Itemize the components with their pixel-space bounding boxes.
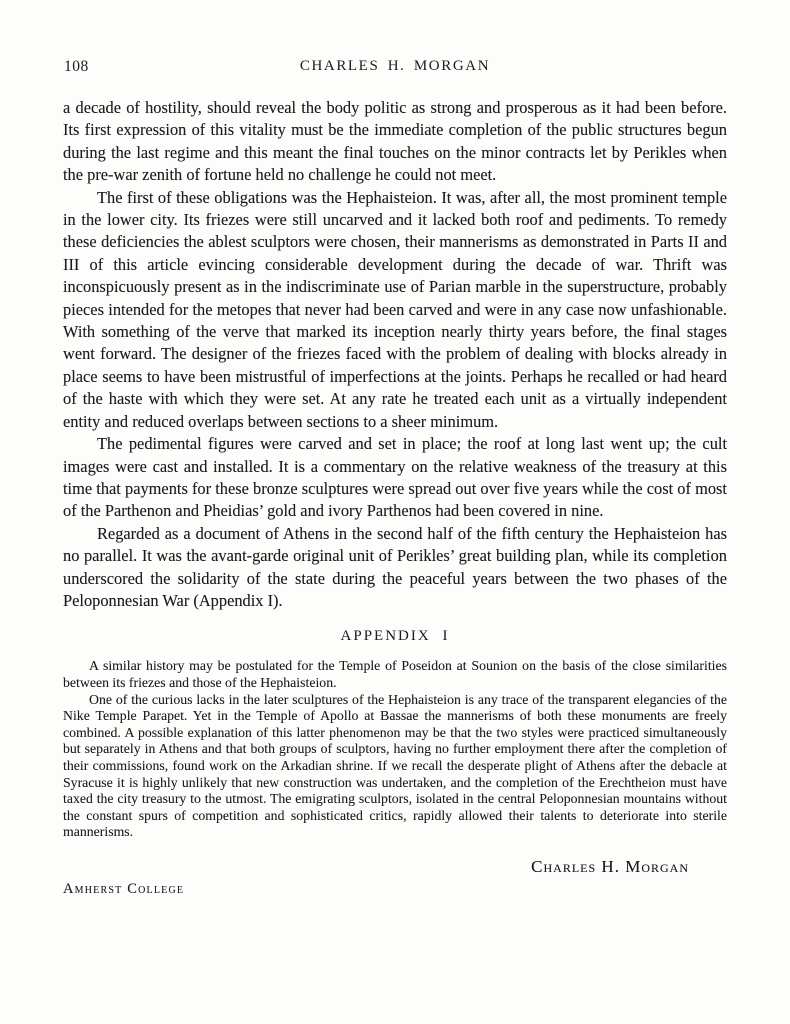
body-paragraph: The pedimental figures were carved and set in place; the roof at long last went up; the cult images were cast and installed. It is a commentary on the relative weakness of the treasury at this time that payments for these bronze sculptures were spread out over five years while the cost of most of the Parthenon and Pheidias’ gold and ivory Parthenos had been covered in nine. bbox=[63, 434, 727, 521]
appendix-section bbox=[63, 628, 727, 841]
appendix-heading: APPENDIX I bbox=[340, 628, 450, 645]
author-affiliation: Amherst College bbox=[63, 880, 185, 897]
body-paragraph: Regarded as a document of Athens in the second half of the fifth century the Hephaisteion has no parallel. It was the avant-garde original unit of Perikles’ great building plan, while its completion underscored the solidarity of the state during the peaceful years between the two phases of the Peloponnesian War (Appendix I). bbox=[63, 523, 727, 610]
page-number: 108 bbox=[64, 58, 89, 75]
appendix-paragraph: One of the curious lacks in the later sculptures of the Hephaisteion is any trace of the transparent elegancies of the Nike Temple Parapet. Yet in the Temple of Apollo at Bassae the mannerisms of both these monuments are freely combined. A possible explanation of this latter phenomenon may be that the two styles were practiced simultaneously but separately in Athens and that both groups of sculptors, having no further employment there after the completion of their commissions, found work on the Arkadian shrine. If we recall the desperate plight of Athens after the debacle at Syracuse it is highly unlikely that new construction was undertaken, and the completion of the Erechtheion must have taxed the city treasury to the utmost. The emigrating sculptors, isolated in the central Peloponnesian mountains without the constant spurs of competition and sophisticated critics, rapidly allowed their talents to deteriorate into sterile mannerisms. bbox=[63, 691, 727, 840]
article-body bbox=[63, 97, 727, 612]
running-header-author: CHARLES H. MORGAN bbox=[299, 58, 491, 74]
appendix-paragraph: A similar history may be postulated for the Temple of Poseidon at Sounion on the basis of the close similarities between its friezes and those of the Hephaisteion. bbox=[63, 658, 727, 690]
body-paragraph: a decade of hostility, should reveal the body politic as strong and prosperous as it had been before. Its first expression of this vitality must be the immediate completion of the public structures begun during the last regime and this meant the final touches on the minor contracts let by Perikles when the pre-war zenith of fortune held no challenge he could not meet. bbox=[63, 98, 727, 185]
body-paragraph: The first of these obligations was the Hephaisteion. It was, after all, the most prominent temple in the lower city. Its friezes were still uncarved and it lacked both roof and pediments. To remedy these deficiencies the ablest sculptors were chosen, their mannerisms as demonstrated in Parts II and III of this article evincing considerable development during the decade of war. Thrift was inconspicuously present as in the indiscriminate use of Parian marble in the superstructure, probably pieces intended for the metopes that never had been carved and were in any case now unfashionable. With something of the verve that marked its inception nearly thirty years before, the final stages went forward. The designer of the friezes faced with the problem of dealing with blocks already in place seems to have been mistrustful of imperfections at the joints. Perhaps he recalled or had heard of the haste with which they were set. At any rate he treated each unit as a virtually independent entity and reduced overlaps between sections to a sheer minimum. bbox=[63, 187, 727, 431]
author-signature: Charles H. Morgan bbox=[531, 856, 689, 876]
page-header bbox=[63, 58, 727, 76]
